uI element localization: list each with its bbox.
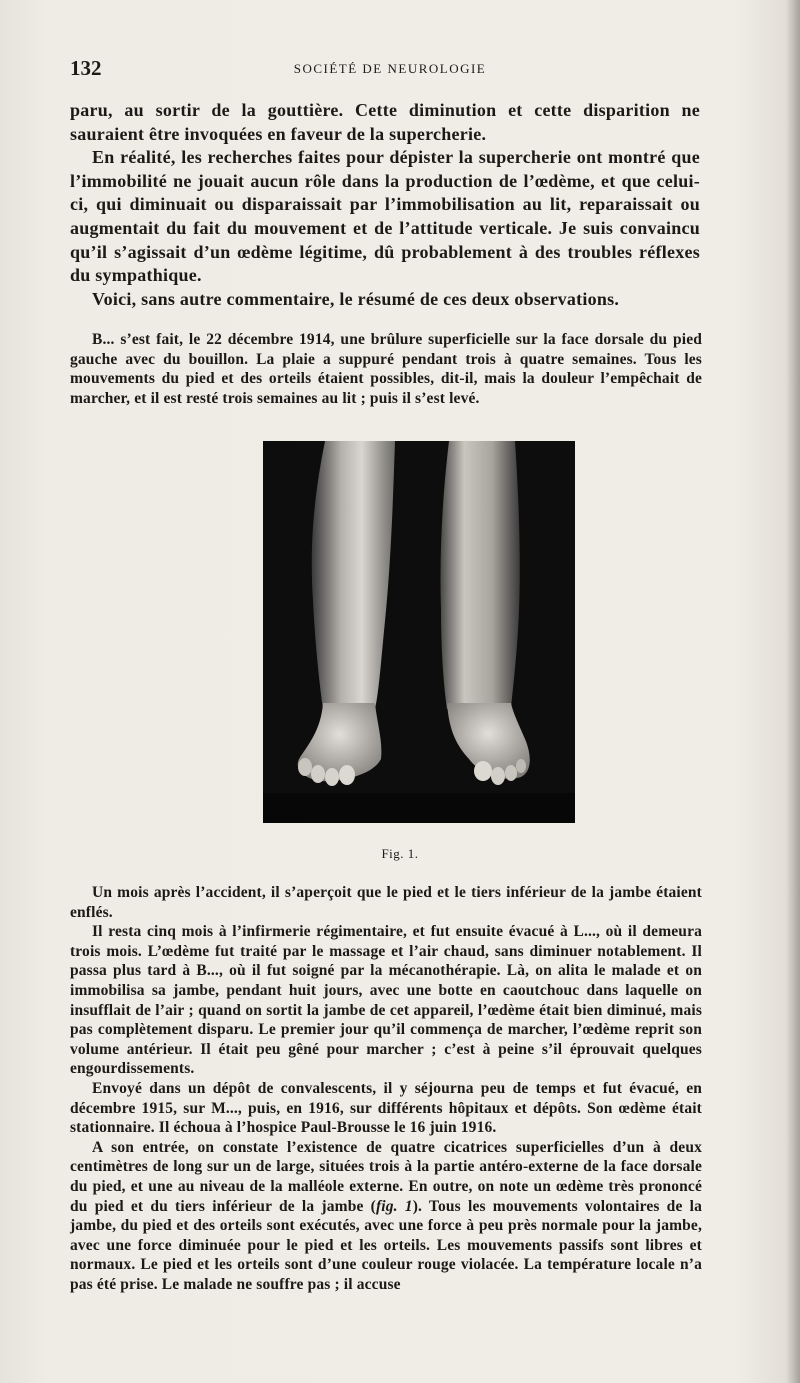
text-span: A son entrée, on constate l’existence de quatre cicatrices superficielles d’un à deux centimètres de long sur un de large, situées trois à la partie antéro-externe de la face dorsale du pied, et une au niveau de la malléole externe. En outre, on note un œdème très prononcé du pied et du tiers inférieur de la jambe ( bbox=[70, 1138, 702, 1215]
paragraph: Voici, sans autre commentaire, le résumé de ces deux observations. bbox=[92, 288, 620, 309]
text-span: ). Tous les mouvements volontaires de la jambe, du pied et des orteils sont exécutés, avec une force à peu près normale pour la jambe, avec une force diminuée pour le pied et les orteils. Les mouvements passifs sont libres et normaux. Le pied et les orteils sont d’une couleur rouge violacée. La température locale n’a pas été prise. Le malade ne souffre pas ; il accuse bbox=[70, 1197, 702, 1293]
paragraph bbox=[70, 1138, 702, 1295]
leg-photograph bbox=[263, 441, 575, 823]
legs-and-feet-illustration bbox=[263, 441, 575, 823]
paragraph: paru, au sortir de la gouttière. Cette diminution et cette disparition ne sauraient être invoquées en faveur de la supercherie. bbox=[70, 100, 700, 144]
paragraph: Il resta cinq mois à l’infirmerie régimentaire, et fut ensuite évacué à L..., où il demeura trois mois. L’œdème fut traité par le massage et l’air chaud, sans diminuer notablement. Il passa plus tard à B..., où il fut soigné par la mécanothérapie. Là, on alita le malade et on immobilisa sa jambe, pendant huit jours, avec une botte en caoutchouc dans laquelle on insufflait de l’air ; quand on sortit la jambe de cet appareil, l’œdème était bien diminué, mais pas complètement disparu. Le premier jour qu’il commença de marcher, l’œdème reprit son volume antérieur. Il était peu gêné pour marcher ; c’est à peine s’il éprouvait quelques engourdissements. bbox=[70, 923, 702, 1078]
page-header bbox=[70, 56, 710, 86]
figure-reference: fig. 1 bbox=[375, 1197, 413, 1215]
case-report-continued bbox=[70, 883, 702, 1294]
paragraph: B... s’est fait, le 22 décembre 1914, une brûlure superficielle sur la face dorsale du pied gauche avec du bouillon. La plaie a suppuré pendant trois à quatre semaines. Tous les mouvements du pied et des orteils étaient possibles, dit-il, mais la douleur l’empêchait de marcher, et il est resté trois semaines au lit ; puis il s’est levé. bbox=[70, 331, 702, 407]
case-report-intro bbox=[70, 330, 702, 408]
paragraph: Envoyé dans un dépôt de convalescents, il y séjourna peu de temps et fut évacué, en décembre 1915, sur M..., puis, en 1916, sur différents hôpitaux et dépôts. Son œdème était stationnaire. Il échoua à l’hospice Paul-Brousse le 16 juin 1916. bbox=[70, 1079, 702, 1137]
page-edge-shadow bbox=[786, 0, 800, 1383]
running-head: SOCIÉTÉ DE NEUROLOGIE bbox=[293, 61, 487, 76]
paragraph: Un mois après l’accident, il s’aperçoit que le pied et le tiers inférieur de la jambe étaient enflés. bbox=[70, 884, 702, 921]
paragraph: En réalité, les recherches faites pour dépister la supercherie ont montré que l’immobilité ne jouait aucun rôle dans la production de l’œdème, et que celui-ci, qui diminuait ou disparaissait par l’immobilisation au lit, reparaissait ou augmentait du fait du mouvement et de l’attitude verticale. Je suis convaincu qu’il s’agissait d’un œdème légitime, dû probablement à des troubles réflexes du sympathique. bbox=[70, 147, 700, 286]
figure-caption: Fig. 1. bbox=[381, 846, 419, 861]
discussion-text bbox=[70, 99, 700, 311]
page-number: 132 bbox=[70, 56, 102, 80]
